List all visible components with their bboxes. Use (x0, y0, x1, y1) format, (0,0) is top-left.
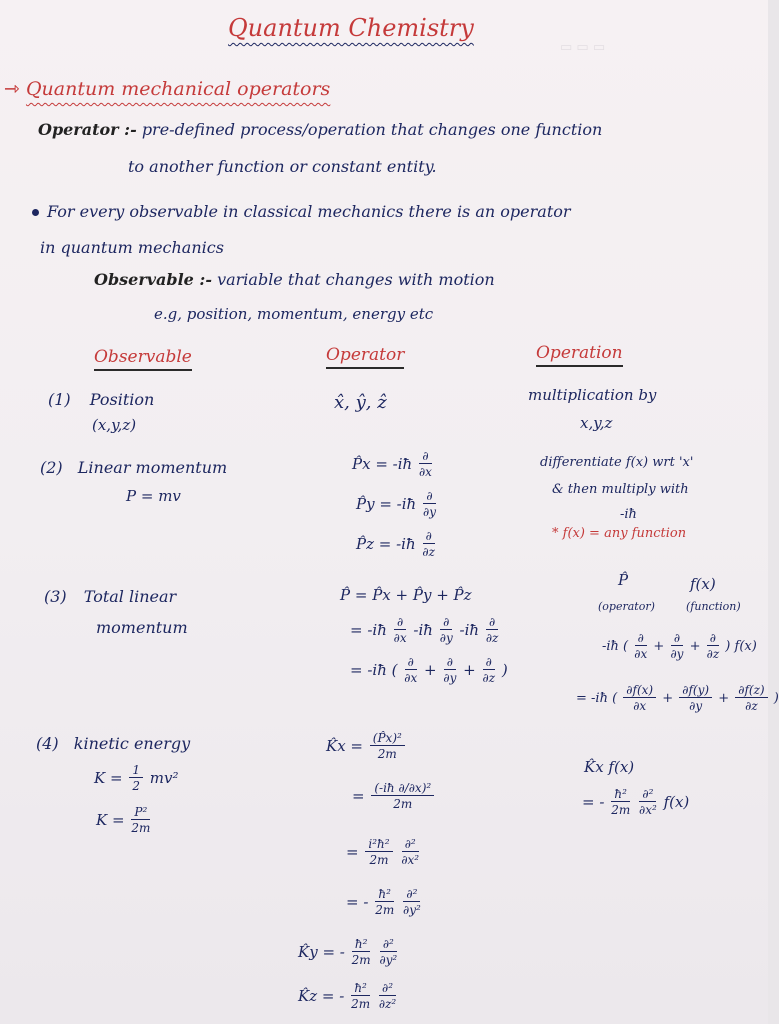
lhs: K̂z = - (298, 987, 345, 1005)
total-momentum-line2 (350, 616, 500, 644)
half-fraction (129, 764, 143, 792)
plus: + (718, 690, 730, 706)
equals: = (352, 787, 365, 805)
plus: + (689, 638, 701, 654)
px-lhs: P̂x = -iħ (352, 455, 413, 473)
frac-num: (P̂x)² (370, 732, 405, 746)
linear-operation-line3: -iħ (620, 507, 637, 522)
fraction (611, 788, 630, 816)
frac-num: ∂ (483, 656, 495, 670)
partial-fraction (679, 684, 712, 712)
partial-fraction (735, 684, 767, 712)
row-kinetic-label (36, 734, 190, 753)
frac-num: ħ² (351, 982, 370, 996)
fraction (639, 788, 657, 816)
partial-fraction (623, 684, 656, 712)
frac-den: 2m (369, 853, 389, 867)
kinetic-right-line1: K̂x f(x) (584, 758, 635, 776)
total-momentum-line1: P̂ = P̂x + P̂y + P̂z (340, 586, 472, 604)
coef: -iħ (459, 621, 480, 639)
frac-num: P² (131, 806, 150, 820)
kz-line (298, 982, 398, 1010)
frac-num: ∂ (440, 616, 452, 630)
frac-num: ∂ (423, 490, 435, 504)
frac-den: ∂y (443, 671, 457, 685)
kx-line2 (352, 782, 436, 810)
coef: -iħ (413, 621, 433, 639)
frac-den: ∂x (418, 465, 432, 479)
partial-fraction (423, 490, 436, 518)
kx-line3 (346, 838, 421, 866)
frac-den: ∂y² (379, 953, 398, 967)
paren: ) (773, 690, 779, 706)
partial-fraction (707, 632, 720, 660)
partial-fraction (404, 656, 417, 684)
frac-den: 2m (611, 803, 631, 817)
frac-den: ∂x (393, 631, 407, 645)
fraction (365, 838, 392, 866)
kinetic-formula-1 (94, 764, 178, 792)
partial-fraction (443, 656, 456, 684)
rhs: mv² (149, 769, 179, 787)
row-total-label-2: momentum (96, 618, 188, 637)
frac-den: ∂y (689, 699, 703, 713)
frac-num: ∂ (707, 632, 719, 646)
coef: = -iħ ( (576, 690, 618, 706)
frac-num: ∂f(x) (623, 684, 656, 698)
frac-num: ∂ (423, 530, 435, 544)
frac-den: ∂x (404, 671, 418, 685)
partial-fraction (634, 632, 647, 660)
paren: ) f(x) (725, 638, 757, 654)
partial-fraction (486, 616, 499, 644)
row-name: Position (89, 390, 155, 409)
bullet-icon (32, 209, 39, 216)
any-function-note: * f(x) = any function (552, 526, 687, 541)
frac-den: ∂z (706, 647, 720, 661)
frac-num: ∂² (639, 788, 656, 802)
row-number: (3) (44, 587, 67, 606)
linear-formula: P = mv (126, 487, 181, 505)
operator-def-line1: pre-defined process/operation that changes one function (141, 120, 603, 139)
row-position-label (48, 390, 154, 409)
linear-operation-line2: & then multiply with (552, 482, 689, 497)
row-number: (1) (48, 390, 71, 409)
lhs: K̂x = (326, 737, 364, 755)
partial-fraction (670, 632, 683, 660)
section-heading (4, 78, 330, 100)
total-right-line2 (576, 684, 779, 712)
frac-den: 2m (131, 821, 151, 835)
pz-lhs: P̂z = -iħ (356, 535, 416, 553)
linear-operation-line1: differentiate f(x) wrt 'x' (540, 455, 694, 470)
plus: + (424, 661, 437, 679)
frac-num: ∂f(y) (679, 684, 712, 698)
bullet-line1: For every observable in classical mechanics there is an operator (47, 202, 571, 221)
position-operation-line2: x,y,z (580, 414, 613, 432)
frac-num: i²ħ² (365, 838, 392, 852)
paren: ) (501, 661, 508, 679)
frac-den: ∂x (634, 647, 648, 661)
frac-den: 2m (375, 903, 395, 917)
fraction (375, 888, 394, 916)
p-squared-fraction (131, 806, 150, 834)
frac-num: ∂² (402, 838, 419, 852)
fraction (351, 982, 370, 1010)
total-momentum-line3 (350, 656, 508, 684)
function: f(x) (663, 793, 690, 811)
fraction (370, 732, 405, 760)
ky-line (298, 938, 399, 966)
arrow-icon: ⇾ (4, 78, 20, 100)
bullet-line2: in quantum mechanics (40, 238, 224, 257)
kinetic-formula-2 (96, 806, 152, 834)
operator-term: Operator :- (38, 120, 137, 139)
frac-num: ∂² (403, 888, 420, 902)
equals: = (346, 843, 359, 861)
frac-num: ħ² (375, 888, 394, 902)
column-header-observable: Observable (94, 347, 192, 371)
plus: + (653, 638, 665, 654)
fraction (352, 938, 371, 966)
total-right-p: P̂ (618, 571, 629, 589)
frac-den: 2m (351, 953, 371, 967)
frac-den: ∂y (670, 647, 684, 661)
frac-num: ∂ (444, 656, 456, 670)
pz-operator (356, 530, 437, 558)
frac-den: ∂x² (401, 853, 420, 867)
frac-num: ∂ (394, 616, 406, 630)
py-lhs: P̂y = -iħ (356, 495, 417, 513)
lhs: K = (94, 769, 123, 787)
observable-example: e.g, position, momentum, energy etc (154, 305, 434, 323)
lhs: K̂y = - (298, 943, 345, 961)
partial-fraction (422, 530, 435, 558)
kx-line4 (346, 888, 423, 916)
frac-num: ∂ (635, 632, 647, 646)
frac-den: ∂z (745, 699, 758, 713)
partial-fraction (394, 616, 407, 644)
total-right-operator-label: (operator) (598, 600, 655, 613)
frac-den: ∂y² (402, 903, 421, 917)
fraction (379, 938, 397, 966)
coef: = -iħ ( (350, 661, 398, 679)
observable-def-text: variable that changes with motion (217, 270, 495, 289)
frac-num: ∂² (379, 982, 396, 996)
row-position-sub: (x,y,z) (92, 416, 137, 434)
frac-den: 2 (132, 779, 140, 793)
frac-den: ∂z² (378, 997, 397, 1011)
frac-num: 1 (129, 764, 143, 778)
bullet-point (32, 202, 571, 221)
total-right-function-label: (function) (686, 600, 741, 613)
frac-num: ∂ (671, 632, 683, 646)
equals-minus: = - (582, 793, 605, 811)
coef: = -iħ (350, 621, 387, 639)
total-right-f: f(x) (690, 575, 716, 593)
row-linear-label (40, 458, 227, 477)
row-name: kinetic energy (73, 734, 191, 753)
row-number: (2) (40, 458, 63, 477)
observable-term: Observable :- (94, 270, 212, 289)
row-total-label (44, 587, 176, 606)
row-name: Linear momentum (77, 458, 228, 477)
frac-den: ∂z (482, 671, 496, 685)
frac-den: ∂z (422, 545, 435, 559)
column-header-operator: Operator (326, 345, 404, 369)
frac-den: 2m (351, 997, 371, 1011)
position-operator: x̂, ŷ, ẑ (334, 392, 387, 413)
frac-den: 2m (393, 797, 413, 811)
bleed-through-text: ▭ ▭ ▭ (560, 40, 606, 55)
coef: -iħ ( (602, 638, 629, 654)
section-heading-text: Quantum mechanical operators (25, 78, 331, 100)
kx-line1 (326, 732, 407, 760)
observable-definition (94, 270, 495, 289)
position-operation-line1: multiplication by (528, 386, 657, 404)
lhs: K = (96, 811, 125, 829)
fraction (379, 982, 396, 1010)
frac-den: ∂y (439, 631, 453, 645)
row-number: (4) (36, 734, 59, 753)
row-name: Total linear (83, 587, 177, 606)
kinetic-right-line2 (582, 788, 689, 816)
frac-num: ħ² (611, 788, 630, 802)
partial-fraction (440, 616, 453, 644)
partial-fraction (419, 450, 432, 478)
operator-definition (38, 120, 602, 139)
frac-den: ∂y (422, 505, 436, 519)
frac-den: ∂z (485, 631, 499, 645)
frac-num: ∂ (405, 656, 417, 670)
fraction (371, 782, 434, 810)
plus: + (463, 661, 476, 679)
plus: + (662, 690, 674, 706)
frac-num: ħ² (352, 938, 371, 952)
total-right-line1 (602, 632, 757, 660)
equals-minus: = - (346, 893, 369, 911)
frac-num: ∂² (380, 938, 397, 952)
operator-def-line2: to another function or constant entity. (128, 157, 437, 176)
px-operator (352, 450, 434, 478)
fraction (403, 888, 421, 916)
frac-num: (-iħ ∂/∂x)² (371, 782, 434, 796)
page-title: Quantum Chemistry (228, 14, 474, 42)
frac-den: ∂x (633, 699, 647, 713)
frac-num: ∂ (419, 450, 431, 464)
frac-num: ∂f(z) (735, 684, 767, 698)
py-operator (356, 490, 438, 518)
frac-den: ∂x² (638, 803, 657, 817)
column-header-operation: Operation (536, 343, 623, 367)
fraction (401, 838, 419, 866)
partial-fraction (483, 656, 496, 684)
frac-num: ∂ (486, 616, 498, 630)
frac-den: 2m (377, 747, 397, 761)
